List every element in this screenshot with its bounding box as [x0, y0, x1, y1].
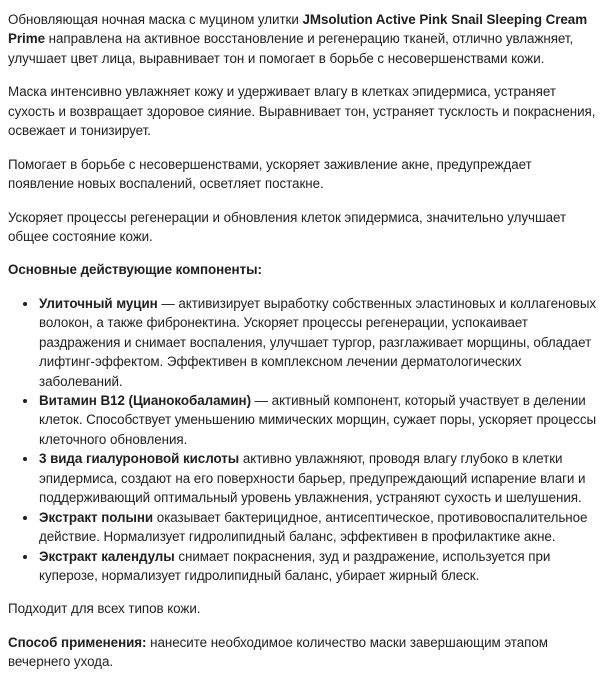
component-description: снимает покраснения, зуд и раздражение, используется при куперозе, нормализует гидролипидный баланс, убирает жирный блеск. [39, 548, 551, 583]
regeneration-paragraph: Ускоряет процессы регенерации и обновления клеток эпидермиса, значительно улучшает общее состояние кожи. [8, 209, 567, 244]
imperfections-paragraph: Помогает в борьбе с несовершенствами, ускоряет заживление акне, предупреждает появление новых воспалений, осветляет постакне. [8, 156, 532, 192]
component-item-hyaluronic-acid [38, 449, 597, 507]
component-description: активно увлажняют, проводя влагу глубоко в клетки эпидермиса, создают на его поверхности барьер, предупреждающий испарение влаги и поддерживающий оптимальный уровень увлажнения, устраняют сухость и шелушения. [39, 451, 586, 506]
product-name: JMsolution Active Pink Snail Sleeping Cream Prime [8, 12, 588, 47]
skin-type-paragraph: Подходит для всех типов кожи. [8, 601, 201, 617]
intro-paragraph [8, 10, 597, 68]
component-name: Улиточный муцин [39, 295, 158, 311]
intro-text-start: Обновляющая ночная маска с муцином улитки [8, 12, 303, 27]
usage-label: Способ применения: [8, 634, 147, 650]
components-list [8, 294, 597, 586]
component-description: оказывает бактерицидное, антисептическое, противовоспалительное действие. Нормализует гидролипидный баланс, эффективен в профилактике акне. [39, 509, 588, 545]
usage-paragraph [8, 633, 597, 672]
component-item-vitamin-b12 [38, 391, 597, 449]
component-description: — активный компонент, который участвует в делении клеток. Способствует уменьшению мимических морщин, сужает поры, ускоряет процессы клеточного обновления. [39, 393, 597, 447]
component-item-wormwood-extract [38, 508, 597, 547]
component-item-calendula-extract [38, 547, 597, 586]
hydration-paragraph: Маска интенсивно увлажняет кожу и удерживает влагу в клетках эпидермиса, устраняет сухость и возвращает здоровое сияние. Выравнивает тон, устраняет тусклость и покраснения, освежает и тонизирует. [8, 84, 596, 139]
component-name: 3 вида гиалуроновой кислоты [39, 451, 240, 467]
component-name: Экстракт календулы [39, 548, 175, 564]
component-description: — активизирует выработку собственных эластиновых и коллагеновых волокон, а также фибронектина. Ускоряет процессы регенерации, успокаивает раздражения и снимает воспаления, улучшает тургор, разглаживает морщины, обладает лифтинг-эффектом. Эффективен в комплексном лечении дерматологических заболеваний. [39, 295, 597, 389]
component-item-snail-mucin [38, 294, 597, 391]
component-name: Витамин В12 (Цианокобаламин) [39, 393, 251, 408]
usage-text: нанесите необходимое количество маски завершающим этапом вечернего ухода. [8, 634, 548, 670]
component-name: Экстракт полыни [39, 509, 154, 525]
intro-text-end: направлена на активное восстановление и регенерацию тканей, отлично увлажняет, улучшает цвет лица, выравнивает тон и помогает в борьбе с несовершенствами кожи. [8, 31, 574, 66]
components-heading: Основные действующие компоненты: [8, 262, 262, 278]
